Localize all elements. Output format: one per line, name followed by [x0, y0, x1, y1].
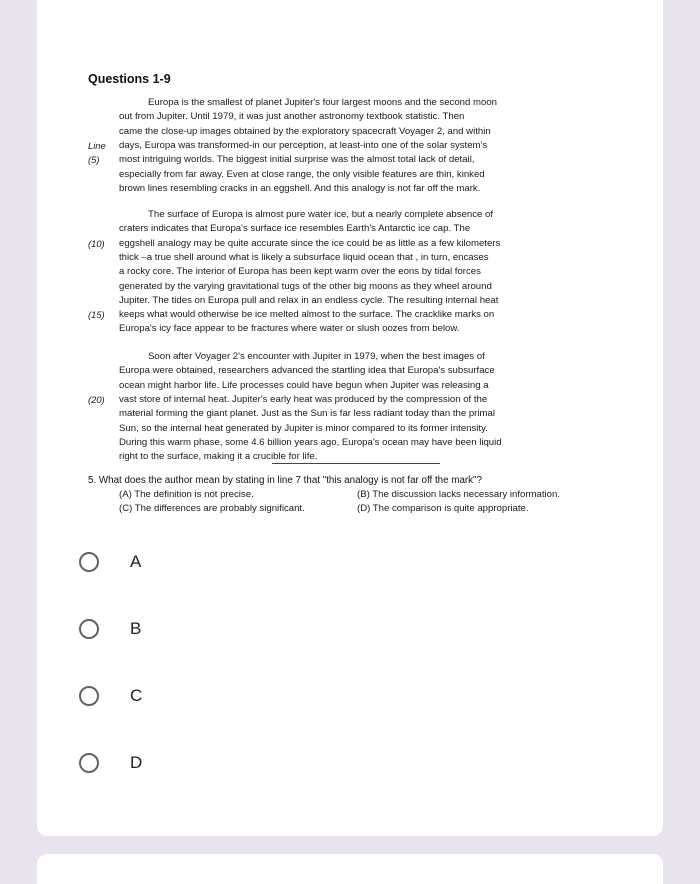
- option-label: B: [130, 619, 142, 638]
- line-text: generated by the varying gravitational tugs of the other big moons as they wheel around: [119, 280, 492, 292]
- passage-line: [37, 322, 663, 335]
- line-number: Line: [88, 139, 106, 151]
- line-text: Europa's icy face appear to be fractures where water or slush oozes from below.: [119, 323, 460, 335]
- radio-circle-icon[interactable]: [79, 552, 99, 572]
- option-label: D: [130, 753, 143, 772]
- next-card: [37, 854, 663, 884]
- line-number: (5): [88, 154, 100, 166]
- passage-line: [37, 407, 663, 420]
- line-number: (10): [88, 237, 105, 249]
- option-label: A: [130, 552, 142, 571]
- line-text: eggshell analogy may be quite accurate since the ice could be as little as a few kilometers: [119, 237, 501, 249]
- passage-line: [37, 182, 663, 195]
- radio-circle-icon[interactable]: [79, 686, 99, 706]
- question-text: 5. What does the author mean by stating in line 7 that "this analogy is not far off the mark"?: [88, 475, 482, 486]
- question-card: [37, 0, 663, 836]
- radio-circle-icon[interactable]: [79, 619, 99, 639]
- passage-line: [37, 280, 663, 293]
- passage-line: [37, 379, 663, 392]
- option-c[interactable]: [79, 680, 142, 712]
- line-text: Jupiter. The tides on Europa pull and relax in an endless cycle. The resulting internal heat: [119, 294, 499, 306]
- line-text: material forming the giant planet. Just as the Sun is far less radiant today than the primal: [119, 408, 495, 420]
- radio-circle-icon[interactable]: [79, 753, 99, 773]
- option-label: C: [130, 686, 143, 705]
- passage-line: [37, 237, 663, 250]
- line-text: right to the surface, making it a crucible for life.: [119, 451, 318, 463]
- passage-line: [37, 294, 663, 307]
- line-text: vast store of internal heat. Jupiter's early heat was produced by the compression of the: [119, 393, 488, 405]
- passage-line: [37, 350, 663, 363]
- option-b[interactable]: [79, 613, 141, 645]
- line-text: brown lines resembling cracks in an eggshell. And this analogy is not far off the mark.: [119, 182, 481, 194]
- questions-heading: Questions 1-9: [88, 72, 171, 86]
- passage-line: [37, 364, 663, 377]
- line-text: During this warm phase, some 4.6 billion years ago, Europa's ocean may have been liquid: [119, 436, 502, 448]
- underline-rule: [272, 463, 440, 464]
- passage-line: [37, 222, 663, 235]
- passage-line: [37, 153, 663, 166]
- line-number: (20): [88, 393, 105, 405]
- option-d[interactable]: [79, 747, 142, 779]
- passage-line: [37, 308, 663, 321]
- passage-line: [37, 251, 663, 264]
- line-text: a rocky core. The interior of Europa has been kept warm over the eons by tidal forces: [119, 266, 481, 278]
- passage-line: [37, 393, 663, 406]
- line-text: ocean might harbor life. Life processes could have begun when Jupiter was releasing a: [119, 379, 489, 391]
- line-text: Sun, so the internal heat generated by Jupiter is minor compared to its former intensity.: [119, 422, 488, 434]
- line-text: The surface of Europa is almost pure water ice, but a nearly complete absence of: [148, 209, 494, 220]
- passage-line: [37, 208, 663, 221]
- choice-b-text: (B) The discussion lacks necessary information.: [357, 489, 560, 500]
- line-text: came the close-up images obtained by the exploratory spacecraft Voyager 2, and within: [119, 125, 491, 137]
- passage-line: [37, 436, 663, 449]
- line-text: especially from far away. Even at close range, the only visible features are thin, kinked: [119, 168, 485, 180]
- option-a[interactable]: [79, 546, 141, 578]
- line-text: Europa were obtained, researchers advanced the startling idea that Europa's subsurface: [119, 365, 495, 377]
- choice-a-text: (A) The definition is not precise.: [119, 489, 254, 500]
- line-text: Soon after Voyager 2's encounter with Jupiter in 1979, when the best images of: [148, 351, 485, 362]
- line-text: most intriguing worlds. The biggest initial surprise was the almost total lack of detail,: [119, 154, 475, 166]
- passage-line: [37, 265, 663, 278]
- choice-d-text: (D) The comparison is quite appropriate.: [357, 503, 529, 514]
- line-text: keeps what would otherwise be ice melted almost to the surface. The cracklike marks on: [119, 309, 495, 321]
- line-text: Europa is the smallest of planet Jupiter's four largest moons and the second moon: [148, 97, 498, 108]
- passage-line: [37, 110, 663, 123]
- line-text: out from Jupiter. Until 1979, it was just another astronomy textbook statistic. Then: [119, 111, 465, 123]
- passage-line: [37, 139, 663, 152]
- line-text: thick –a true shell around what is likely a subsurface liquid ocean that , in turn, encases: [119, 251, 489, 263]
- passage-line: [37, 168, 663, 181]
- passage-line: [37, 125, 663, 138]
- passage-line: [37, 96, 663, 109]
- line-text: days, Europa was transformed-in our perception, at least-into one of the solar system's: [119, 139, 488, 151]
- passage-line: [37, 422, 663, 435]
- choice-c-text: (C) The differences are probably significant.: [119, 503, 305, 514]
- line-text: craters indicates that Europa's surface ice resembles Earth's Antarctic ice cap. The: [119, 223, 471, 235]
- line-number: (15): [88, 309, 105, 321]
- passage-line: [37, 450, 663, 463]
